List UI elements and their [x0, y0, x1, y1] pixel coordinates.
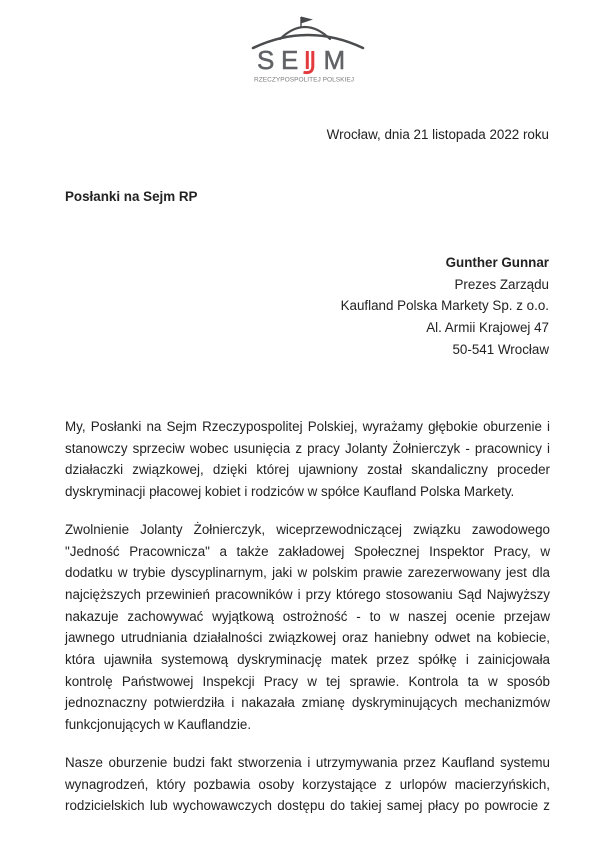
recipient-block [341, 252, 549, 361]
logo-wordmark [257, 45, 345, 75]
recipient-street: Al. Armii Krajowej 47 [426, 320, 549, 336]
sejm-logo [248, 14, 368, 88]
logo-subtitle: RZECZYPOSPOLITEJ POLSKIEJ [254, 76, 354, 84]
recipient-city: 50-541 Wrocław [452, 341, 549, 357]
logo-letter-j-icon [304, 51, 313, 73]
date-line: Wrocław, dnia 21 listopada 2022 roku [326, 127, 549, 142]
recipient-title: Prezes Zarządu [454, 276, 549, 292]
addressee-heading: Posłanki na Sejm RP [65, 189, 198, 204]
logo-letter-m: M [323, 45, 346, 75]
recipient-company: Kaufland Polska Markety Sp. z o.o. [340, 298, 549, 314]
letter-body [65, 416, 550, 817]
logo-letter-s: S [257, 45, 275, 75]
logo-letter-e: E [281, 45, 299, 75]
body-paragraph: My, Posłanki na Sejm Rzeczypospolitej Polskiej, wyrażamy głębokie oburzenie i stanowczy sprzeciw wobec usunięcia z pracy Jolanty Żołnierczyk - pracownicy i działaczki związkowej, dzięki której ujawniony został skandaliczny proceder dyskryminacji płacowej kobiet i rodziców w spółce Kaufland Polska Markety. [65, 419, 550, 500]
sejm-logo-graphic [248, 14, 368, 88]
body-paragraph: Nasze oburzenie budzi fakt stworzenia i utrzymywania przez Kaufland systemu wynagrodzeń, który pozbawia osoby korzystające z urlopów macierzyńskich, rodzicielskich lub wychowawczych dostępu do takiej samej płacy po powrocie z [65, 754, 550, 814]
recipient-name: Gunther Gunnar [445, 255, 549, 270]
body-paragraph: Zwolnienie Jolanty Żołnierczyk, wiceprzewodniczącej związku zawodowego "Jedność Pracownicza" a także zakładowej Społecznej Inspektor Pracy, w dodatku w trybie dyscyplinarnym, jaki w polskim prawie zarezerwowany jest dla najcięższych przewinień pracowników i przy którego stosowaniu Sąd Najwyższy nakazuje zachowywać wyjątkową ostrożność - to w naszej ocenie przejaw jawnego utrudniania działalności związkowej oraz haniebny odwet na kobiecie, która ujawniła systemową dyskryminację matek przez spółkę i zainicjowała kontrolę Państwowej Inspekcji Pracy w tej sprawie. Kontrola ta w sposób jednoznaczny potwierdziła i nakazała zmianę dyskryminujących mechanizmów funkcjonujących w Kauflandzie. [65, 521, 550, 733]
flag-icon [301, 17, 313, 28]
